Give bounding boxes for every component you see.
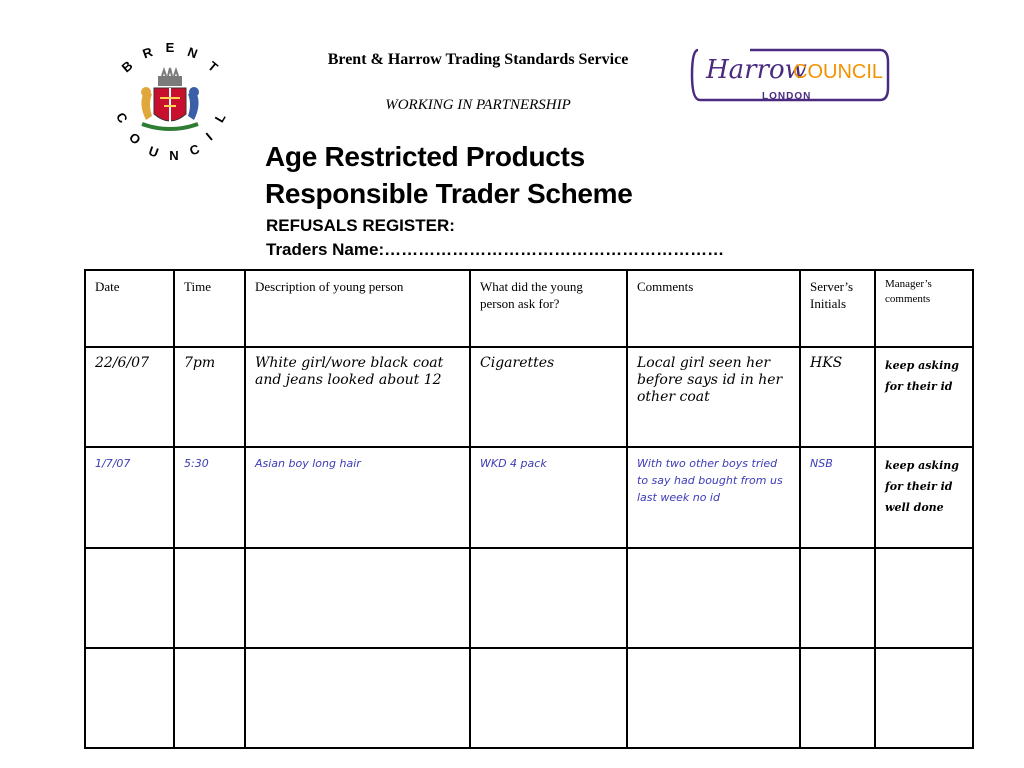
cell-comments: With two other boys tried to say had bought from us last week no id (627, 447, 800, 548)
cell-comments[interactable] (627, 648, 800, 748)
header-description: Description of young person (245, 270, 470, 347)
header-manager-comments: Manager’s comments (875, 270, 973, 347)
svg-text:T: T (205, 58, 221, 75)
cell-asked-for: Cigarettes (470, 347, 627, 447)
cell-comments: Local girl seen her before says id in her other coat (627, 347, 800, 447)
cell-server-initials: HKS (800, 347, 875, 447)
cell-date[interactable] (85, 548, 174, 648)
cell-manager-comments: keep asking for their id (875, 347, 973, 447)
cell-server-initials[interactable] (800, 648, 875, 748)
cell-server-initials: NSB (800, 447, 875, 548)
register-heading: REFUSALS REGISTER: (266, 216, 455, 235)
svg-text:E: E (165, 40, 175, 55)
svg-text:O: O (126, 129, 144, 148)
svg-text:N: N (169, 148, 179, 163)
cell-asked-for: WKD 4 pack (470, 447, 627, 548)
cell-date: 1/7/07 (85, 447, 174, 548)
header-asked-for: What did the young person ask for? (470, 270, 627, 347)
svg-text:L: L (211, 110, 229, 125)
svg-text:I: I (202, 129, 216, 144)
cell-asked-for[interactable] (470, 648, 627, 748)
header-time: Time (174, 270, 245, 347)
cell-manager-comments[interactable] (875, 648, 973, 748)
page-title-line1: Age Restricted Products (265, 141, 585, 172)
refusals-register-table (84, 269, 974, 749)
harrow-council-logo (690, 46, 892, 104)
service-name: Brent & Harrow Trading Standards Service (327, 51, 629, 68)
traders-name-line: Traders Name:…………………………………………………… (266, 240, 725, 259)
partnership-tagline: WORKING IN PARTNERSHIP (385, 97, 571, 113)
svg-text:N: N (185, 44, 200, 62)
table-row (85, 447, 973, 548)
svg-text:B: B (118, 57, 136, 76)
cell-time: 5:30 (174, 447, 245, 548)
table-header-row (85, 270, 973, 347)
svg-text:R: R (140, 44, 155, 62)
brent-council-logo (104, 40, 236, 168)
header-date: Date (85, 270, 174, 347)
cell-asked-for[interactable] (470, 548, 627, 648)
header-server-initials: Server’s Initials (800, 270, 875, 347)
table-row (85, 648, 973, 748)
cell-description: Asian boy long hair (245, 447, 470, 548)
cell-date[interactable] (85, 648, 174, 748)
cell-time[interactable] (174, 548, 245, 648)
cell-description[interactable] (245, 648, 470, 748)
cell-time: 7pm (174, 347, 245, 447)
cell-description[interactable] (245, 548, 470, 648)
cell-manager-comments[interactable] (875, 548, 973, 648)
header-comments: Comments (627, 270, 800, 347)
svg-text:Harrow: Harrow (706, 55, 807, 85)
svg-text:LONDON: LONDON (762, 91, 812, 102)
svg-text:C: C (113, 109, 131, 126)
cell-description: White girl/wore black coat and jeans looked about 12 (245, 347, 470, 447)
table-row (85, 347, 973, 447)
table-row (85, 548, 973, 648)
cell-manager-comments: keep asking for their id well done (875, 447, 973, 548)
cell-server-initials[interactable] (800, 548, 875, 648)
svg-text:C: C (187, 141, 202, 159)
svg-text:U: U (146, 143, 161, 161)
cell-time[interactable] (174, 648, 245, 748)
page-title-line2: Responsible Trader Scheme (265, 178, 633, 209)
cell-comments[interactable] (627, 548, 800, 648)
cell-date: 22/6/07 (85, 347, 174, 447)
svg-text:COUNCIL: COUNCIL (793, 61, 884, 83)
